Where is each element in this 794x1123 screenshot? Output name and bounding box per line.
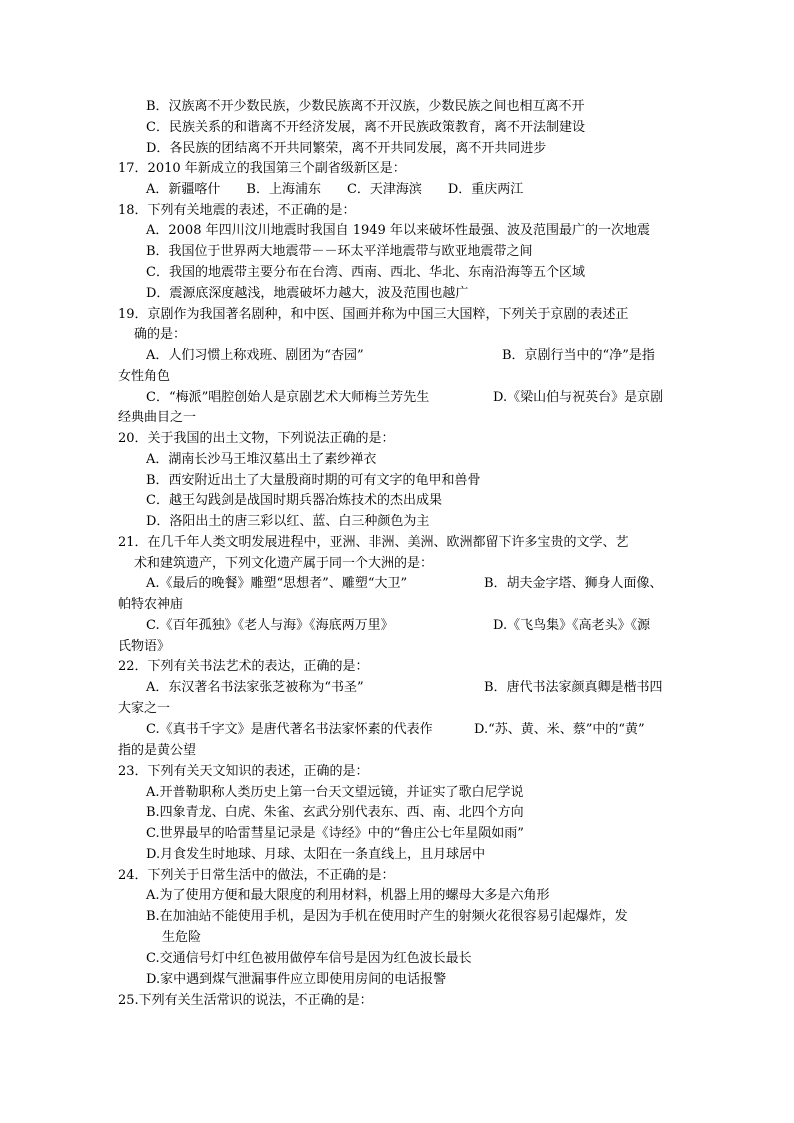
option-line: B．汉族离不开少数民族，少数民族离不开汉族，少数民族之间也相互离不开 bbox=[146, 99, 585, 114]
option-line: D.家中遇到煤气泄漏事件应立即使用房间的电话报警 bbox=[146, 972, 447, 987]
option-line: A．湖南长沙马王堆汉墓出土了素纱禅衣 bbox=[146, 452, 377, 467]
option-wrap: 女性角色 bbox=[118, 369, 171, 384]
question-21: 21．在几千年人类文明发展进程中，亚洲、非洲、美洲、欧洲都留下许多宝贵的文学、艺 bbox=[118, 535, 629, 550]
question-23: 23．下列有关天文知识的表述，正确的是： bbox=[118, 764, 369, 779]
question-17-options: A．新疆喀什 B．上海浦东 C．天津海滨 D．重庆两江 bbox=[146, 182, 524, 197]
option-line: D.月食发生时地球、月球、太阳在一条直线上，且月球居中 bbox=[146, 847, 486, 862]
question-18: 18．下列有关地震的表述，不正确的是： bbox=[118, 203, 356, 218]
option-line: D.《梁山伯与祝英台》是京剧 bbox=[493, 390, 664, 405]
question-21-cont: 术和建筑遗产，下列文化遗产属于同一个大洲的是： bbox=[134, 556, 434, 571]
question-19: 19．京剧作为我国著名剧种，和中医、国画并称为中国三大国粹，下列关于京剧的表述正 bbox=[118, 307, 629, 322]
option-line: B.四象青龙、白虎、朱雀、玄武分别代表东、西、南、北四个方向 bbox=[146, 805, 524, 820]
option-line: C．我国的地震带主要分布在台湾、西南、西北、华北、东南沿海等五个区域 bbox=[146, 265, 585, 280]
option-line: B．我国位于世界两大地震带－－环太平洋地震带与欧亚地震带之间 bbox=[146, 244, 533, 259]
option-line: C.《百年孤独》《老人与海》《海底两万里》 bbox=[146, 618, 394, 633]
question-19-cont: 确的是： bbox=[134, 327, 187, 342]
option-line: C．民族关系的和谐离不开经济发展，离不开民族政策教育，离不开法制建设 bbox=[146, 120, 585, 135]
question-24: 24．下列关于日常生活中的做法，不正确的是： bbox=[118, 868, 395, 883]
option-line: A.开普勒职称人类历史上第一台天文望远镜，并证实了歌白尼学说 bbox=[146, 785, 524, 800]
option-line: C．越王勾践剑是战国时期兵器冶炼技术的杰出成果 bbox=[146, 493, 442, 508]
option-line: B.在加油站不能使用手机，是因为手机在使用时产生的射频火花很容易引起爆炸，发 bbox=[146, 909, 628, 924]
option-line: B．西安附近出土了大量殷商时期的可有文字的龟甲和兽骨 bbox=[146, 473, 481, 488]
option-line: D.“苏、黄、米、蔡”中的“黄” bbox=[474, 722, 645, 737]
option-wrap: 生危险 bbox=[162, 930, 202, 945]
option-line: D．洛阳出土的唐三彩以红、蓝、白三种颜色为主 bbox=[146, 514, 430, 529]
option-line: A．2008 年四川汶川地震时我国自 1949 年以来破坏性最强、波及范围最广的一次地震 bbox=[146, 223, 650, 238]
option-line: A．人们习惯上称戏班、剧团为“杏园” bbox=[146, 348, 364, 363]
option-line: A．东汉著名书法家张芝被称为“书圣” bbox=[146, 680, 364, 695]
option-wrap: 大家之一 bbox=[118, 701, 171, 716]
question-25: 25.下列有关生活常识的说法，不正确的是： bbox=[118, 993, 373, 1008]
option-line: A.为了使用方便和最大限度的利用材料，机器上用的螺母大多是六角形 bbox=[146, 888, 550, 903]
question-20: 20．关于我国的出土文物，下列说法正确的是： bbox=[118, 431, 395, 446]
option-line: C.交通信号灯中红色被用做停车信号是因为红色波长最长 bbox=[146, 951, 472, 966]
option-line: B．京剧行当中的“净”是指 bbox=[502, 348, 655, 363]
option-line: D．各民族的团结离不开共同繁荣，离不开共同发展，离不开共同进步 bbox=[146, 141, 547, 156]
option-line: C.世界最早的哈雷彗星记录是《诗经》中的“鲁庄公七年星陨如雨” bbox=[146, 826, 524, 841]
option-line: D．震源底深度越浅，地震破坏力越大，波及范围也越广 bbox=[146, 286, 469, 301]
option-wrap: 指的是黄公望 bbox=[118, 743, 197, 758]
option-wrap: 帕特农神庙 bbox=[118, 597, 184, 612]
question-22: 22．下列有关书法艺术的表达，正确的是： bbox=[118, 659, 369, 674]
option-wrap: 经典曲目之一 bbox=[118, 410, 197, 425]
option-line: C.《真书千字文》是唐代著名书法家怀素的代表作 bbox=[146, 722, 433, 737]
option-line: D.《飞鸟集》《高老头》《源 bbox=[493, 618, 651, 633]
option-line: B．胡夫金字塔、狮身人面像、 bbox=[484, 576, 663, 591]
option-line: C．“梅派”唱腔创始人是京剧艺术大师梅兰芳先生 bbox=[146, 390, 430, 405]
option-line: B．唐代书法家颜真卿是楷书四 bbox=[484, 680, 663, 695]
question-17: 17．2010 年新成立的我国第三个副省级新区是： bbox=[118, 161, 406, 176]
option-wrap: 氏物语》 bbox=[118, 639, 171, 654]
option-line: A.《最后的晚餐》雕塑“思想者”、雕塑“大卫” bbox=[146, 576, 408, 591]
